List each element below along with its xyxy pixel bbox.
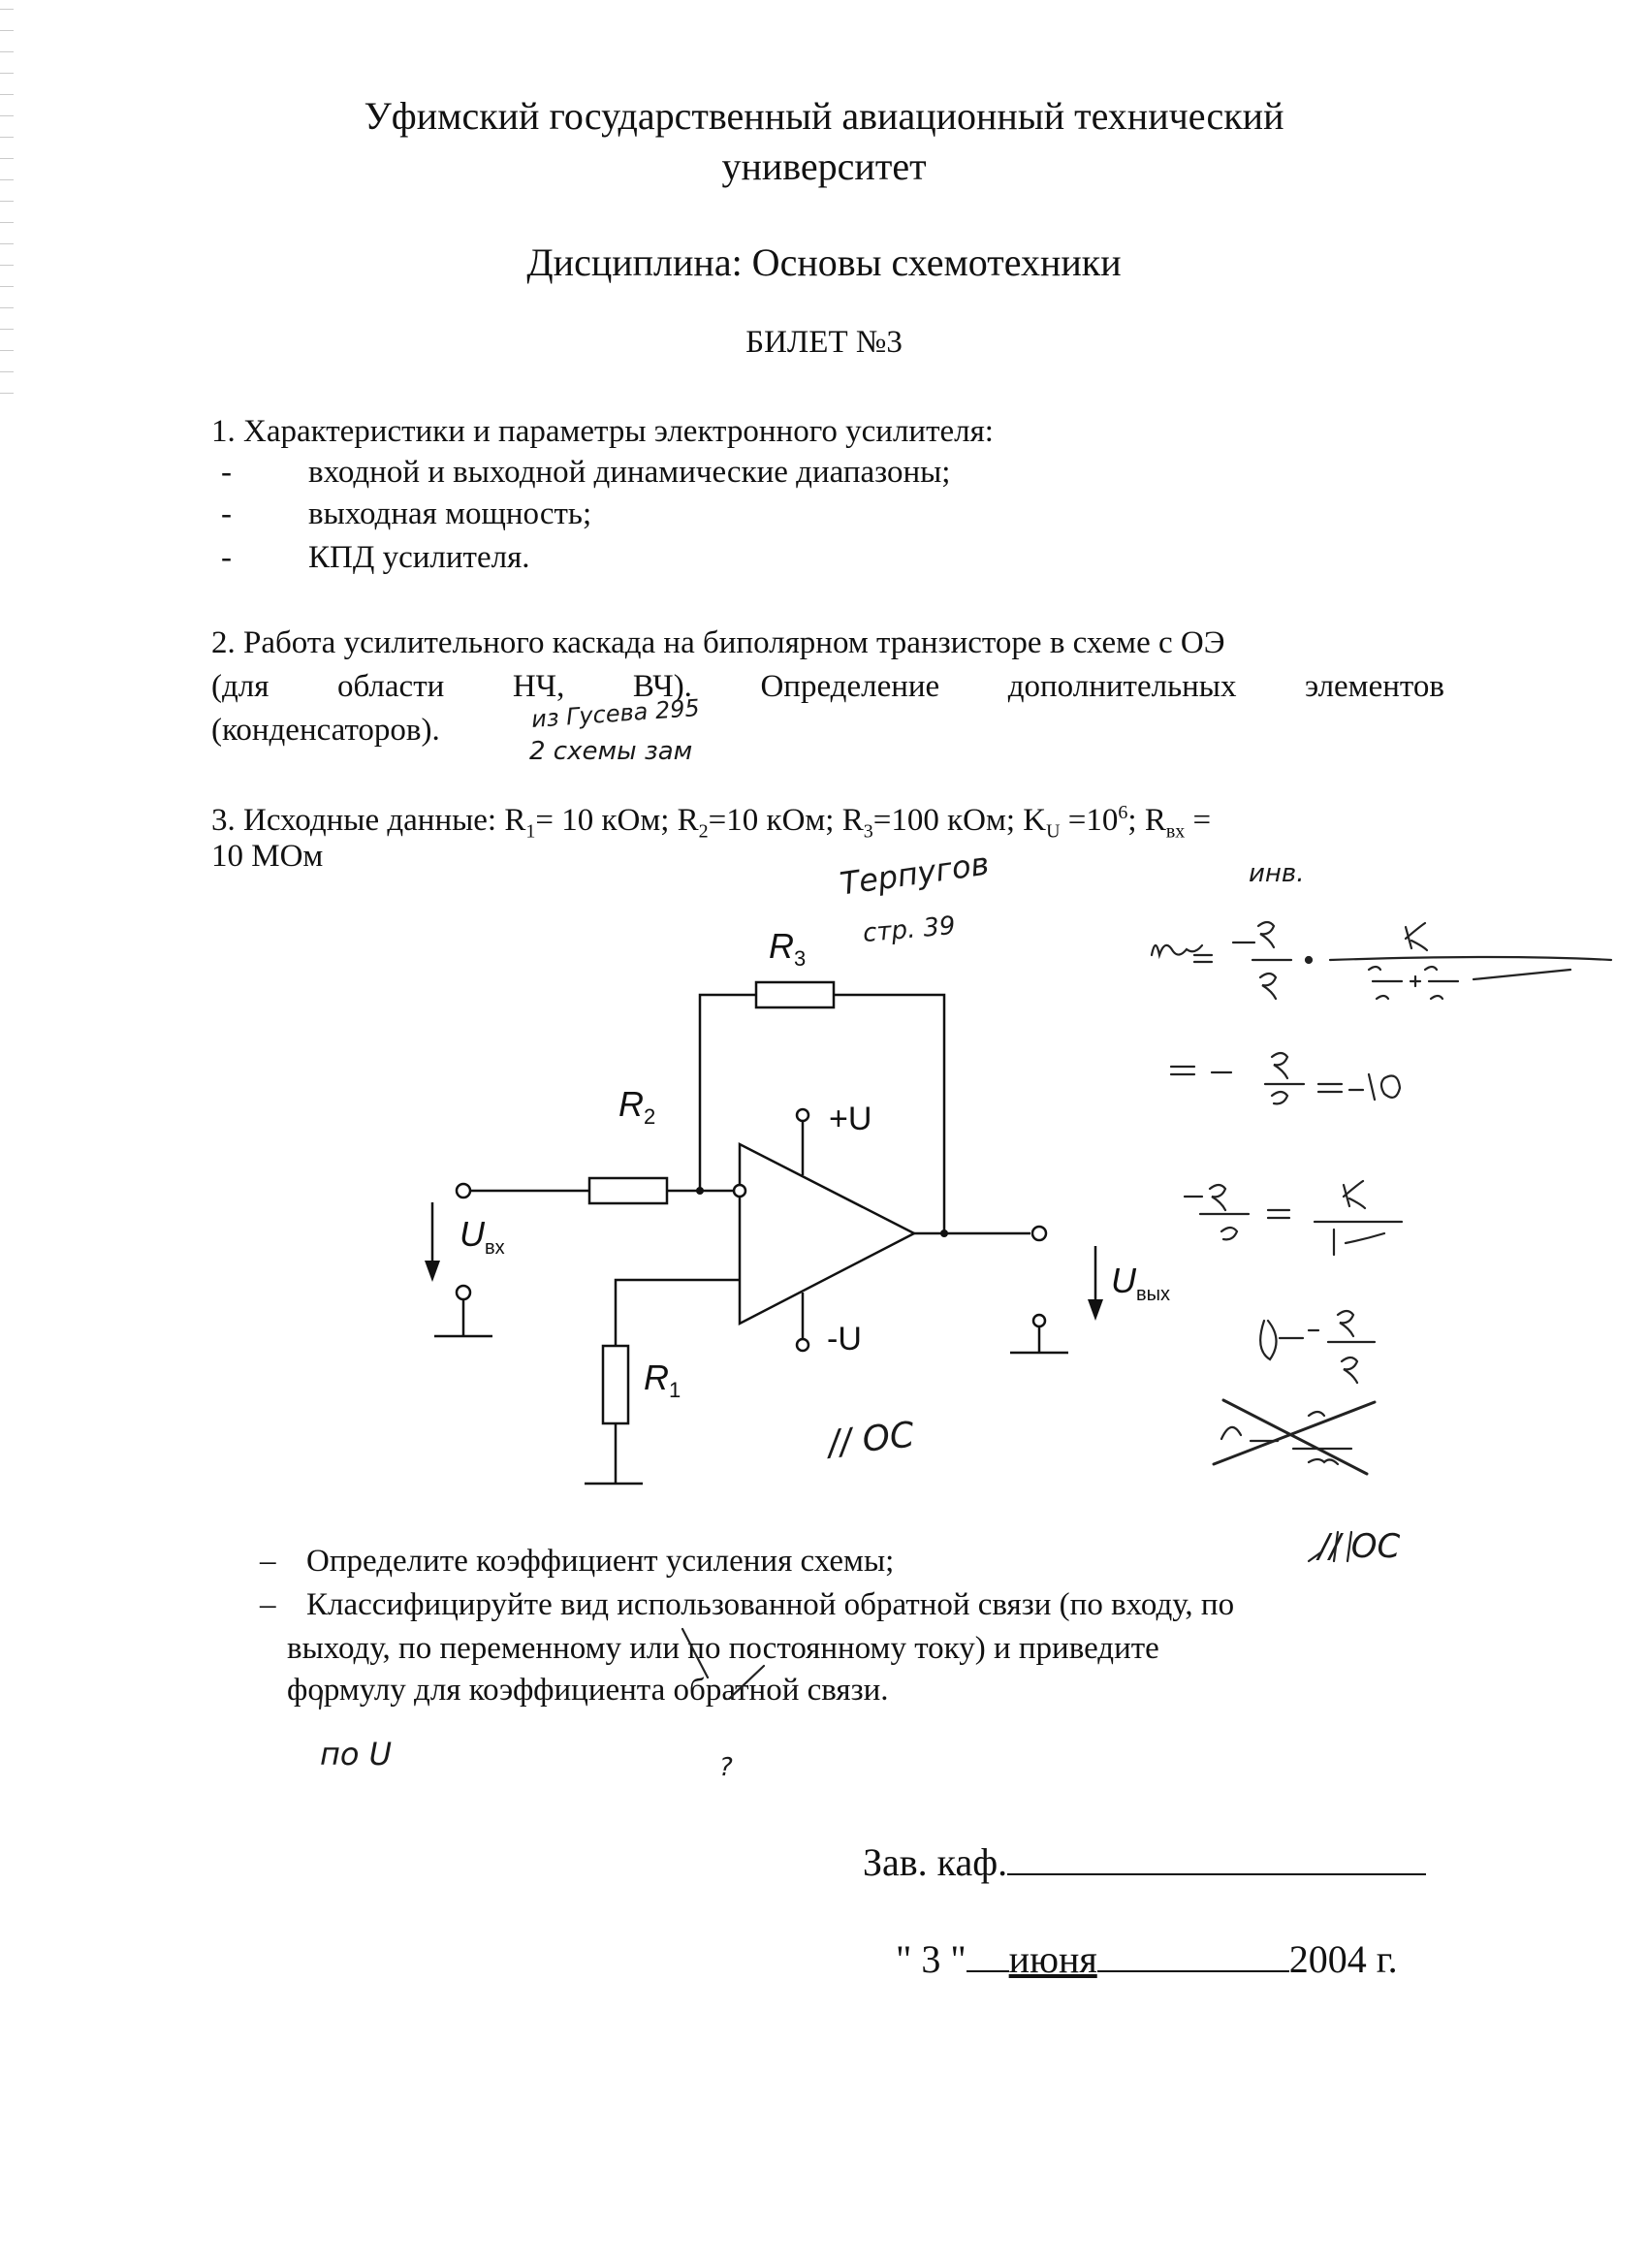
hw-k-symbol [1152, 945, 1202, 955]
label-sub: вх [485, 1237, 505, 1260]
hw-check-strokes [682, 1629, 764, 1699]
hw-plus-terms [1410, 970, 1570, 986]
ticket-number: БИЛЕТ №3 [745, 325, 903, 360]
hw-cross-out [1214, 1400, 1375, 1474]
q3-text: = 10 кОм; R [535, 803, 699, 838]
list-dash: - [221, 540, 232, 575]
q2-word: НЧ, [512, 669, 565, 704]
hw-note-question: ? [719, 1753, 733, 1782]
q3-text: ; R [1127, 803, 1166, 838]
hw-eq-minus [1171, 1067, 1231, 1074]
label-text: R [644, 1358, 669, 1397]
q3-sub: 3 [863, 820, 873, 843]
label-text: R [618, 1084, 644, 1124]
hw-note-page: стр. 39 [861, 910, 957, 949]
hw-r2-over-r3 [1328, 1311, 1375, 1383]
list-item: КПД усилителя. [308, 540, 530, 575]
hw-k [1406, 923, 1427, 950]
q3-text: =100 кОм; K [872, 803, 1047, 838]
q2-word: области [336, 669, 445, 704]
q2-word: (для [211, 669, 269, 704]
discipline-title: Дисциплина: Основы схемотехники [526, 240, 1122, 284]
hw-k-over-1-fk [1315, 1181, 1402, 1255]
label-sub: 3 [794, 946, 807, 972]
university-name-line2: университет [721, 144, 927, 188]
label-text: R [769, 926, 794, 966]
q3-sub: U [1046, 820, 1061, 843]
hw-note-parallel-os-2: // ОС [1318, 1527, 1401, 1566]
task-dash: – [260, 1587, 276, 1622]
label-sub: вых [1136, 1284, 1170, 1306]
hw-parallel-mark [1309, 1532, 1351, 1561]
hw-small-stroke [320, 1691, 322, 1709]
hw-note-gusev: из Гусева 295 [530, 693, 701, 734]
question-2-line3: (конденсаторов). [211, 713, 440, 748]
hw-r3-small [1369, 967, 1437, 970]
q2-word: дополнительных [1007, 669, 1237, 704]
task-item: Определите коэффициент усиления схемы; [306, 1544, 895, 1579]
label-sub: 2 [644, 1104, 656, 1130]
label-minus-u: -U [827, 1321, 862, 1358]
q2-word: элементов [1305, 669, 1444, 704]
hw-minus-r3-r2 [1185, 1185, 1249, 1239]
q3-sup: 6 [1118, 802, 1128, 823]
q2-word: Определение [760, 669, 940, 704]
hw-long-fraction-bar [1330, 957, 1611, 960]
q3-text: =10 кОм; R [708, 803, 864, 838]
hw-note-terpugov: Терпугов [838, 845, 992, 903]
head-label: Зав. каф. [863, 1840, 1008, 1884]
hw-beta [1260, 1321, 1318, 1359]
hw-equals-2 [1268, 1210, 1289, 1218]
hw-equals [1194, 955, 1212, 962]
hw-r2-rbx-small [1377, 996, 1442, 999]
task-item-cont: формулу для коэффициента обратной связи. [287, 1673, 889, 1708]
label-plus-u: +U [829, 1101, 872, 1137]
list-item: входной и выходной динамические диапазоны; [308, 455, 951, 490]
date-day: " 3 " [896, 1937, 967, 1981]
hw-note-parallel-os: // ОС [826, 1415, 917, 1464]
task-item-cont: выходу, по переменному или по постоянному току) и приведите [287, 1631, 1159, 1666]
q3-text: 3. Исходные данные: R [211, 803, 526, 838]
university-name-line1: Уфимский государственный авиационный технический [364, 94, 1284, 138]
date-year: 2004 г. [1288, 1937, 1398, 1981]
q3-text: =10 [1060, 803, 1119, 838]
hw-minus-ten [1318, 1074, 1400, 1100]
hw-r2 [1260, 974, 1276, 999]
list-dash: - [221, 496, 232, 531]
list-dash: - [221, 455, 232, 490]
q3-sub: 2 [698, 820, 709, 843]
list-item: выходная мощность; [308, 496, 592, 531]
hw-note-inv: инв. [1249, 859, 1305, 888]
date-month: июня [1008, 1937, 1097, 1981]
q3-sub: вх [1165, 820, 1186, 843]
label-text: U [460, 1214, 485, 1254]
task-item: Классифицируйте вид использованной обратной связи (по входу, по [306, 1587, 1235, 1622]
question-3-line2: 10 МОм [211, 839, 324, 874]
question-1-title: 1. Характеристики и параметры электронного усилителя: [211, 414, 994, 449]
question-2-line1: 2. Работа усилительного каскада на биполярном транзисторе в схеме с ОЭ [211, 625, 1225, 660]
hw-dot [1306, 957, 1312, 963]
task-dash: – [260, 1544, 276, 1579]
q3-sub: 1 [525, 820, 536, 843]
label-text: U [1111, 1261, 1136, 1300]
hw-note-po-u: по U [320, 1736, 393, 1773]
hw-r3 [1258, 922, 1274, 947]
label-sub: 1 [669, 1378, 681, 1403]
q2-word: ВЧ). [632, 669, 692, 704]
q3-text: = [1185, 803, 1212, 838]
hw-note-schemes: 2 схемы зам [529, 737, 693, 766]
hw-r3-over-r2 [1265, 1053, 1304, 1103]
